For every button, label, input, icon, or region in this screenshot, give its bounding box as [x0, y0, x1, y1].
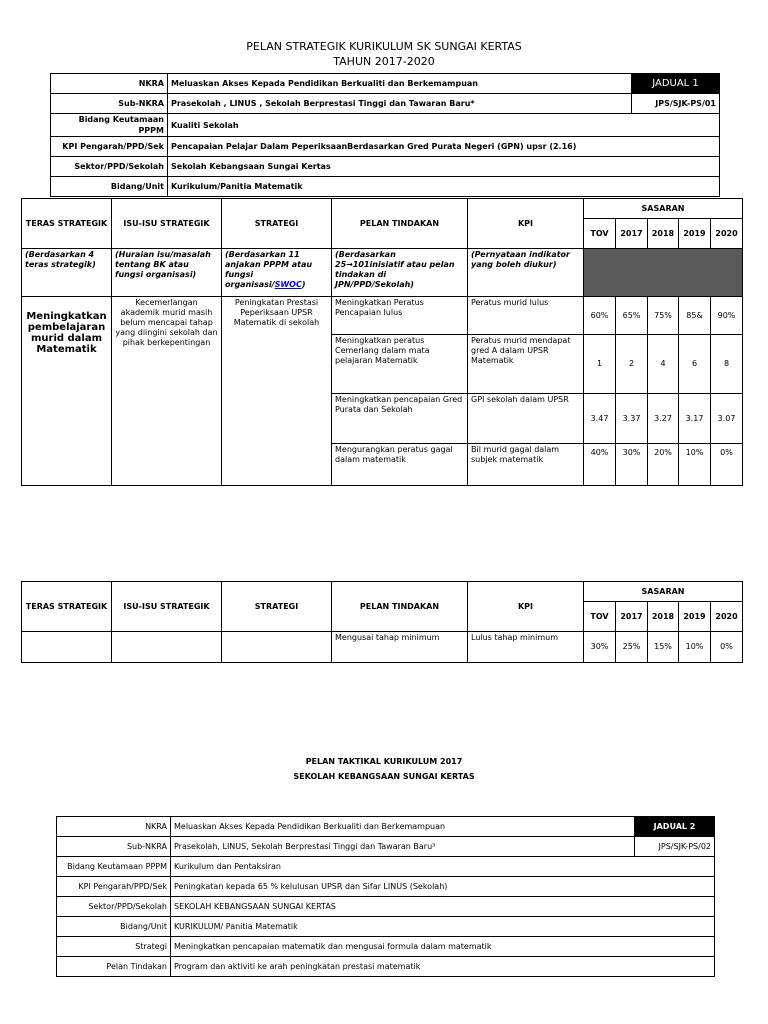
strategi-value: Meningkatkan pencapaian matematik dan mengusai formula dalam matematik: [171, 937, 715, 957]
kpi-value: Peningkatan kepada 65 % kelulusan UPSR dan Sifar LINUS (Sekolah): [171, 877, 715, 897]
bidang-label: Bidang Keutamaan PPPM: [57, 857, 171, 877]
header-2017: 2017: [616, 219, 648, 249]
bidang-value: Kurikulum dan Pentaksiran: [171, 857, 715, 877]
cell-2017: 30%: [616, 444, 648, 486]
cell-2019: 6: [679, 335, 711, 394]
cell-2019: 85&: [679, 297, 711, 335]
header-2019: 2019: [679, 602, 711, 632]
note-isu: (Huraian isu/masalah tentang BK atau fungsi organisasi): [112, 249, 222, 297]
cell-2018: 4: [648, 335, 679, 394]
cell-2019: 10%: [679, 444, 711, 486]
cell-tov: 30%: [584, 632, 616, 663]
cell-tov: 3.47: [584, 394, 616, 444]
table-row-kpi: Lulus tahap minimum: [468, 632, 584, 663]
kpi-label: KPI Pengarah/PPD/Sek: [51, 137, 168, 157]
cell-2017: 2: [616, 335, 648, 394]
header-kpi: KPI: [468, 582, 584, 632]
jadual-badge: JADUAL 1: [632, 74, 720, 94]
note-strategi: (Berdasarkan 11 anjakan PPPM atau fungsi organisasi/SWOC): [222, 249, 332, 297]
cell-2017: 25%: [616, 632, 648, 663]
cell-2020: 0%: [711, 444, 743, 486]
cell-2020: 0%: [711, 632, 743, 663]
header-isu: ISU-ISU STRATEGIK: [112, 199, 222, 249]
unit-label: Bidang/Unit: [51, 177, 168, 197]
table-row-kpi: Peratus murid lulus: [468, 297, 584, 335]
subnkra-value: Prasekolah , LINUS , Sekolah Berprestasi Tinggi dan Tawaran Baru*: [168, 94, 632, 114]
strategi-label: Strategi: [57, 937, 171, 957]
empty-cell: [22, 632, 112, 663]
cell-2020: 3.07: [711, 394, 743, 444]
grey-block: [584, 249, 743, 297]
header-2019: 2019: [679, 219, 711, 249]
subnkra-label: Sub-NKRA: [57, 837, 171, 857]
header-teras: TERAS STRATEGIK: [22, 582, 112, 632]
sektor-label: Sektor/PPD/Sekolah: [51, 157, 168, 177]
unit-value: KURIKULUM/ Panitia Matematik: [171, 917, 715, 937]
page-subtitle: TAHUN 2017-2020: [333, 55, 435, 68]
header-sasaran: SASARAN: [584, 199, 743, 219]
kpi-label: KPI Pengarah/PPD/Sek: [57, 877, 171, 897]
nkra-value: Meluaskan Akses Kepada Pendidikan Berkualiti dan Berkemampuan: [168, 74, 632, 94]
table-row-pelan: Meningkatkan Peratus Pencapaian lulus: [332, 297, 468, 335]
cell-2017: 3.37: [616, 394, 648, 444]
sektor-label: Sektor/PPD/Sekolah: [57, 897, 171, 917]
info-table-2: [56, 816, 715, 977]
nkra-label: NKRA: [57, 817, 171, 837]
nkra-label: NKRA: [51, 74, 168, 94]
header-isu: ISU-ISU STRATEGIK: [112, 582, 222, 632]
teras-text: Meningkatkan pembelajaran murid dalam Matematik: [22, 297, 112, 486]
header-sasaran: SASARAN: [584, 582, 743, 602]
table-row-kpi: GPI sekolah dalam UPSR: [468, 394, 584, 444]
cell-tov: 1: [584, 335, 616, 394]
table-row-kpi: Peratus murid mendapat gred A dalam UPSR Matematik: [468, 335, 584, 394]
unit-label: Bidang/Unit: [57, 917, 171, 937]
header-2020: 2020: [711, 602, 743, 632]
cell-2019: 10%: [679, 632, 711, 663]
sektor-value: Sekolah Kebangsaan Sungai Kertas: [168, 157, 720, 177]
header-kpi: KPI: [468, 199, 584, 249]
header-pelan: PELAN TINDAKAN: [332, 582, 468, 632]
cell-2018: 75%: [648, 297, 679, 335]
cell-2020: 8: [711, 335, 743, 394]
unit-value: Kurikulum/Panitia Matematik: [168, 177, 720, 197]
empty-cell: [222, 632, 332, 663]
table-row-kpi: Bil murid gagal dalam subjek matematik: [468, 444, 584, 486]
tactical-subtitle: SEKOLAH KEBANGSAAN SUNGAI KERTAS: [293, 772, 475, 781]
header-strategi: STRATEGI: [222, 199, 332, 249]
cell-2018: 15%: [648, 632, 679, 663]
jadual-code: JPS/SJK-PS/01: [632, 94, 720, 114]
cell-2018: 20%: [648, 444, 679, 486]
header-tov: TOV: [584, 219, 616, 249]
pelan-label: Pelan Tindakan: [57, 957, 171, 977]
jadual-badge: JADUAL 2: [635, 817, 715, 837]
jadual-code: JPS/SJK-PS/02: [635, 837, 715, 857]
header-2018: 2018: [648, 219, 679, 249]
header-teras: TERAS STRATEGIK: [22, 199, 112, 249]
table-row-pelan: Mengurangkan peratus gagal dalam matematik: [332, 444, 468, 486]
note-pelan: (Berdasarkan 25→101inisiatif atau pelan tindakan di JPN/PPD/Sekolah): [332, 249, 468, 297]
header-tov: TOV: [584, 602, 616, 632]
strategic-table-2: [21, 581, 743, 663]
table-row-pelan: Meningkatkan peratus Cemerlang dalam mata pelajaran Matematik: [332, 335, 468, 394]
header-strategi: STRATEGI: [222, 582, 332, 632]
strategi-text: Peningkatan Prestasi Peperiksaan UPSR Matematik di sekolah: [222, 297, 332, 486]
cell-2018: 3.27: [648, 394, 679, 444]
header-pelan: PELAN TINDAKAN: [332, 199, 468, 249]
note-kpi: (Pernyataan indikator yang boleh diukur): [468, 249, 584, 297]
isu-text: Kecemerlangan akademik murid masih belum mencapai tahap yang diingini sekolah dan pihak berkepentingan: [112, 297, 222, 486]
cell-2020: 90%: [711, 297, 743, 335]
subnkra-label: Sub-NKRA: [51, 94, 168, 114]
sektor-value: SEKOLAH KEBANGSAAN SUNGAI KERTAS: [171, 897, 715, 917]
kpi-value: Pencapaian Pelajar Dalam PeperiksaanBerdasarkan Gred Purata Negeri (GPN) upsr (2.16): [168, 137, 720, 157]
header-2017: 2017: [616, 602, 648, 632]
empty-cell: [112, 632, 222, 663]
bidang-value: Kualiti Sekolah: [168, 114, 720, 137]
table-row-pelan: Meningkatkan pencapaian Gred Purata dan Sekolah: [332, 394, 468, 444]
nkra-value: Meluaskan Akses Kepada Pendidikan Berkualiti dan Berkemampuan: [171, 817, 635, 837]
pelan-value: Program dan aktiviti ke arah peningkatan prestasi matematik: [171, 957, 715, 977]
strategic-table-1: [21, 198, 743, 486]
cell-tov: 60%: [584, 297, 616, 335]
info-table-1: [50, 73, 720, 197]
tactical-title: PELAN TAKTIKAL KURIKULUM 2017: [305, 757, 463, 766]
subnkra-value: Prasekolah, LINUS, Sekolah Berprestasi Tinggi dan Tawaran Baru³: [171, 837, 635, 857]
cell-2019: 3.17: [679, 394, 711, 444]
note-teras: (Berdasarkan 4 teras strategik): [22, 249, 112, 297]
swoc-link[interactable]: SWOC: [274, 280, 302, 289]
header-2020: 2020: [711, 219, 743, 249]
page-title: PELAN STRATEGIK KURIKULUM SK SUNGAI KERTAS: [246, 40, 522, 53]
cell-2017: 65%: [616, 297, 648, 335]
table-row-pelan: Mengusai tahap minimum: [332, 632, 468, 663]
cell-tov: 40%: [584, 444, 616, 486]
bidang-label: Bidang Keutamaan PPPM: [51, 114, 168, 137]
header-2018: 2018: [648, 602, 679, 632]
